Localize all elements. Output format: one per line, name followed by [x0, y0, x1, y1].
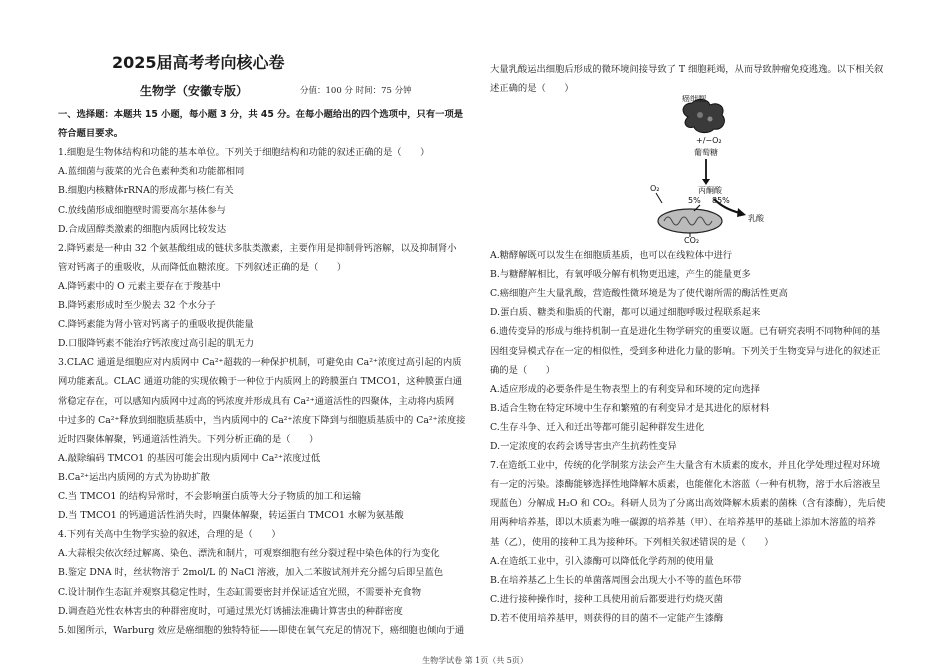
text-line: 7.在造纸工业中，传统的化学制浆方法会产生大量含有木质素的废水，并且化学处理过程对环境	[490, 460, 881, 472]
text-line: 6.遗传变异的形成与维持机制一直是进化生物学研究的重要议题。已有研究表明不同物种间的基	[490, 326, 881, 338]
label-o2: O₂	[650, 184, 660, 193]
text-line: A.适应形成的必要条件是生物表型上的有利变异和环境的定向选择	[490, 383, 760, 395]
text-line: D.口服降钙素不能治疗钙浓度过高引起的肌无力	[58, 338, 255, 350]
text-line: 基（乙），使用的接种工具为接种环。下列相关叙述错误的是（ ）	[490, 536, 774, 548]
text-line: C.降钙素能为肾小管对钙离子的重吸收提供能量	[58, 319, 254, 331]
label-cancer-cell: 癌细胞	[682, 95, 706, 103]
text-line: A.降钙素中的 O 元素主要存在于羧基中	[58, 280, 221, 292]
exam-title: 2025届高考考向核心卷	[112, 53, 285, 72]
text-line: A.大蒜根尖依次经过解离、染色、漂洗和制片，可观察细胞有丝分裂过程中染色体的行为变化	[58, 548, 440, 560]
text-line: 3.CLAC 通道是细胞应对内质网中 Ca²⁺超载的一种保护机制，可避免由 Ca²⁺浓度过高引起的内质	[58, 357, 462, 369]
text-line: C.设计制作生态缸并观察其稳定性时，生态缸需要密封并保证适宜光照，不需要补充食物	[58, 586, 422, 598]
text-line: D.蛋白质、糖类和脂质的代谢，都可以通过细胞呼吸过程联系起来	[490, 307, 761, 319]
text-line: D.调查趋光性农林害虫的种群密度时，可通过黑光灯诱捕法准确计算害虫的种群密度	[58, 605, 403, 617]
text-line: D.若不使用培养基甲，则获得的目的菌不一定能产生漆酶	[490, 612, 724, 624]
text-line: C.放线菌形成细胞壁时需要高尔基体参与	[58, 204, 226, 216]
label-lactate: 乳酸	[748, 214, 764, 223]
text-line: 一、选择题：本题共 15 小题，每小题 3 分，共 45 分。在每小题给出的四个选项中，只有一项是	[58, 109, 464, 120]
text-line: A.蓝细菌与菠菜的光合色素种类和功能都相同	[58, 166, 245, 178]
text-line: 近时四聚体解聚，钙通道活性消失。下列分析正确的是（ ）	[58, 433, 319, 445]
label-glucose: 葡萄糖	[694, 148, 718, 157]
text-line: B.鉴定 DNA 时，丝状物溶于 2mol/L 的 NaCl 溶液，加入二苯胺试剂并充分摇匀后即呈蓝色	[58, 567, 444, 579]
label-glucose-in: +/−O₂	[696, 136, 722, 145]
text-line: B.适合生物在特定环境中生存和繁殖的有利变异才是其进化的原材料	[490, 402, 770, 414]
text-line: 4.下列有关高中生物学实验的叙述，合理的是（ ）	[58, 529, 281, 541]
text-line: 常稳定存在，可以感知内质网中过高的钙浓度并形成具有 Ca²⁺通道活性的四聚体，主动将内质网	[58, 395, 455, 407]
text-line: 5.如图所示，Warburg 效应是癌细胞的独特特征——即使在氧气充足的情况下，癌细胞也倾向于通	[58, 624, 465, 636]
text-line: 网功能紊乱。CLAC 通道功能的实现依赖于一种位于内质网上的跨膜蛋白 TMCO1，这种膜蛋白通	[58, 376, 463, 388]
text-line: 管对钙离子的重吸收，从而降低血糖浓度。下列叙述正确的是（ ）	[58, 261, 347, 273]
label-pyruvate: 丙酮酸	[698, 186, 722, 195]
text-line: 1.细胞是生物体结构和功能的基本单位。下列关于细胞结构和功能的叙述正确的是（ ）	[58, 147, 430, 159]
text-line: A.敲除编码 TMCO1 的基因可能会出现内质网中 Ca²⁺浓度过低	[58, 452, 321, 464]
text-line: C.当 TMCO1 的结构异常时，不会影响蛋白质等大分子物质的加工和运输	[58, 491, 362, 502]
text-line: 用两种培养基，即以木质素为唯一碳源的培养基（甲）、在培养基甲的基础上添加木溶蓝的培养	[490, 517, 876, 529]
text-line: A.糖酵解既可以发生在细胞质基质，也可以在线粒体中进行	[490, 250, 733, 261]
text-line: B.Ca²⁺运出内质网的方式为协助扩散	[58, 471, 210, 483]
text-line: 确的是（ ）	[490, 364, 556, 376]
text-line: 大量乳酸运出细胞后形成的微环境间接导致了 T 细胞耗竭，从而导致肿瘤免疫逃逸。以下相关叙	[490, 64, 884, 75]
text-line: 现蓝色）分解成 H₂O 和 CO₂。科研人员为了分离出高效降解木质素的菌株（含有漆酶），先后使	[490, 498, 886, 510]
text-line: 因组变异模式存在一定的相似性，受到多种进化力量的影响。下列关于生物变异与进化的叙述正	[490, 345, 881, 357]
text-line: B.与糖酵解相比，有氧呼吸分解有机物更迅速，产生的能量更多	[490, 269, 751, 281]
text-line: A.在造纸工业中，引入漆酶可以降低化学药剂的使用量	[490, 555, 714, 567]
text-line: 中过多的 Ca²⁺释放到细胞质基质中，当内质网中的 Ca²⁺浓度下降到与细胞质基质中的 Ca²⁺浓度接	[58, 414, 466, 426]
cancer-cell-illustration	[683, 99, 724, 132]
text-line: D.一定浓度的农药会诱导害虫产生抗药性变异	[490, 441, 677, 452]
text-line: B.细胞内核糖体rRNA的形成都与核仁有关	[58, 185, 234, 197]
text-line: D.合成固醇类激素的细胞内质网比较发达	[58, 223, 227, 235]
text-line: 2.降钙素是一种由 32 个氨基酸组成的链状多肽类激素，主要作用是抑制骨钙溶解，以及抑制肾小	[58, 242, 457, 254]
label-pct-lactate: 85%	[712, 196, 730, 205]
mitochondrion-illustration	[658, 209, 722, 233]
text-line: D.当 TMCO1 的钙通道活性消失时，四聚体解聚，转运蛋白 TMCO1 水解为氨基酸	[58, 510, 404, 522]
warburg-diagram	[610, 95, 810, 243]
label-co2: CO₂	[684, 236, 700, 243]
text-line: 符合题目要求。	[58, 128, 124, 140]
label-pct-mito: 5%	[688, 196, 701, 205]
text-line: 有一定的污染。漆酶能够选择性地降解木质素，也能催化木溶蓝（一种有机物，溶于水后溶液呈	[490, 479, 881, 491]
page-footer: 生物学试卷 第 1页（共 5页）	[422, 656, 528, 665]
exam-subject: 生物学（安徽专版）	[140, 84, 249, 98]
text-line: C.生存斗争、迁入和迁出等都可能引起种群发生进化	[490, 421, 705, 433]
text-line: B.在培养基乙上生长的单菌落周围会出现大小不等的蓝色环带	[490, 574, 742, 586]
exam-meta: 分值：100 分 时间：75 分钟	[300, 86, 412, 96]
text-line: 述正确的是（ ）	[490, 83, 574, 95]
text-line: C.进行接种操作时，接种工具使用前后都要进行灼烧灭菌	[490, 593, 723, 605]
text-line: C.癌细胞产生大量乳酸，营造酸性微环境是为了使代谢所需的酶活性更高	[490, 288, 788, 300]
text-line: B.降钙素形成时至少脱去 32 个水分子	[58, 300, 216, 311]
